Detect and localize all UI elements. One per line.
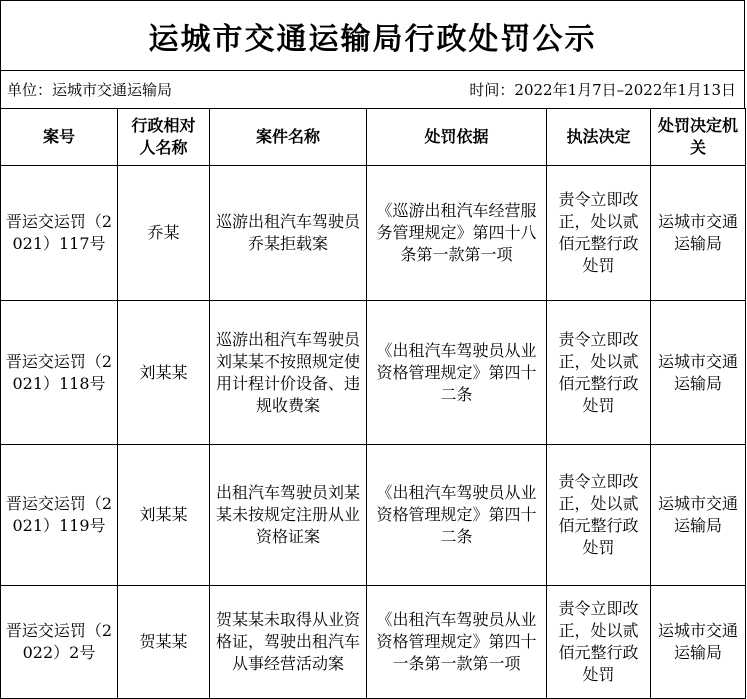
cell-basis: 《出租汽车驾驶员从业资格管理规定》第四十二条 <box>367 445 547 586</box>
table-header-row <box>1 109 746 166</box>
cell-authority: 运城市交通运输局 <box>651 445 746 586</box>
column-header-party: 行政相对人名称 <box>118 109 210 166</box>
cell-case-name: 出租汽车驾驶员刘某某未按规定注册从业资格证案 <box>210 445 367 586</box>
column-header-case-name: 案件名称 <box>210 109 367 166</box>
unit-label: 单位： <box>7 81 53 99</box>
cell-party: 刘某某 <box>118 301 210 445</box>
cell-basis: 《巡游出租汽车经营服务管理规定》第四十八条第一款第一项 <box>367 166 547 301</box>
cell-authority: 运城市交通运输局 <box>651 166 746 301</box>
cell-party: 乔某 <box>118 166 210 301</box>
cell-authority: 运城市交通运输局 <box>651 301 746 445</box>
unit-value: 运城市交通运输局 <box>52 81 173 99</box>
column-header-case-no: 案号 <box>1 109 118 166</box>
table-row <box>1 586 746 699</box>
meta-bar <box>0 70 745 108</box>
cell-party: 刘某某 <box>118 445 210 586</box>
cell-case-no: 晋运交运罚（2021）117号 <box>1 166 118 301</box>
cell-case-no: 晋运交运罚（2022）2号 <box>1 586 118 699</box>
time-label: 时间： <box>469 81 515 99</box>
table-row <box>1 301 746 445</box>
cell-decision: 责令立即改正，处以贰佰元整行政处罚 <box>547 166 651 301</box>
penalty-table <box>0 108 746 699</box>
column-header-decision: 执法决定 <box>547 109 651 166</box>
time-info <box>469 79 736 100</box>
cell-case-no: 晋运交运罚（2021）119号 <box>1 445 118 586</box>
unit-info <box>7 79 172 100</box>
time-value: 2022年1月7日–2022年1月13日 <box>514 81 736 99</box>
table-row <box>1 445 746 586</box>
column-header-basis: 处罚依据 <box>367 109 547 166</box>
cell-decision: 责令立即改正，处以贰佰元整行政处罚 <box>547 301 651 445</box>
page-title: 运城市交通运输局行政处罚公示 <box>0 0 745 70</box>
column-header-authority: 处罚决定机关 <box>651 109 746 166</box>
cell-decision: 责令立即改正，处以贰佰元整行政处罚 <box>547 445 651 586</box>
cell-decision: 责令立即改正，处以贰佰元整行政处罚 <box>547 586 651 699</box>
cell-party: 贺某某 <box>118 586 210 699</box>
cell-case-name: 巡游出租汽车驾驶员刘某某不按照规定使用计程计价设备、违规收费案 <box>210 301 367 445</box>
cell-authority: 运城市交通运输局 <box>651 586 746 699</box>
cell-case-name: 贺某某未取得从业资格证，驾驶出租汽车从事经营活动案 <box>210 586 367 699</box>
cell-case-no: 晋运交运罚（2021）118号 <box>1 301 118 445</box>
cell-case-name: 巡游出租汽车驾驶员乔某拒载案 <box>210 166 367 301</box>
cell-basis: 《出租汽车驾驶员从业资格管理规定》第四十一条第一款第一项 <box>367 586 547 699</box>
table-row <box>1 166 746 301</box>
cell-basis: 《出租汽车驾驶员从业资格管理规定》第四十二条 <box>367 301 547 445</box>
